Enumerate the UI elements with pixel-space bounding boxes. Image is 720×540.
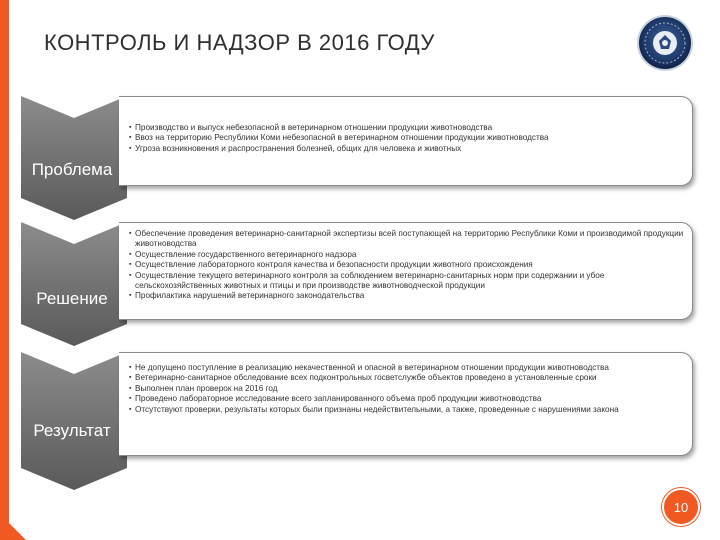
section-box-solution bbox=[119, 222, 693, 320]
list-item: ▪ Отсутствуют проверки, результаты которых были признаны недействительными, а также, проведенные с нарушениями закона bbox=[129, 405, 686, 415]
list-item: ▪ Ветеринарно-санитарное обследование всех подконтрольных госветслужбе объектов проведено в установленные сроки bbox=[129, 373, 686, 383]
section-label-problem: Проблема bbox=[31, 160, 113, 179]
list-item: ▪ Выполнен план проверок на 2016 год bbox=[129, 384, 686, 394]
chevron-solution bbox=[21, 222, 127, 346]
list-item: ▪ Профилактика нарушений ветеринарного законодательства bbox=[129, 291, 686, 301]
section-label-result: Результат bbox=[33, 421, 111, 440]
slide-title: КОНТРОЛЬ И НАДЗОР В 2016 ГОДУ bbox=[44, 30, 435, 55]
emblem-seal bbox=[636, 14, 694, 72]
list-item: ▪ Осуществление лабораторного контроля качества и безопасности продукции животного происхождения bbox=[129, 260, 686, 270]
list-item: ▪ Не допущено поступление в реализацию некачественной и опасной в ветеринарном отношении продукции животноводства bbox=[129, 363, 686, 373]
list-item: ▪ Производство и выпуск небезопасной в ветеринарном отношении продукции животноводства bbox=[129, 123, 686, 133]
list-item: ▪ Ввоз на территорию Республики Коми небезопасной в ветеринарном отношении продукции животноводства bbox=[129, 133, 686, 143]
page-number-badge: 10 bbox=[662, 488, 700, 526]
list-item: ▪ Проведено лабораторное исследование всего запланированного объема проб продукции животноводства bbox=[129, 394, 686, 404]
list-item: ▪ Осуществление государственного ветеринарного надзора bbox=[129, 250, 686, 260]
list-item: ▪ Осуществление текущего ветеринарного контроля за соблюдением ветеринарно-санитарных норм при содержании и убое сельскохозяйственных животных и птицы и при производстве животноводческой продукции bbox=[129, 271, 686, 292]
section-box-result bbox=[119, 352, 693, 456]
corner-fold bbox=[0, 514, 26, 540]
accent-stripe bbox=[0, 0, 9, 540]
section-label-solution: Решение bbox=[36, 289, 108, 308]
chevron-problem bbox=[21, 96, 127, 220]
section-box-problem bbox=[119, 96, 693, 186]
list-item: ▪ Обеспечение проведения ветеринарно-санитарной экспертизы всей поступающей на территорию Республики Коми и производимой продукции животноводства bbox=[129, 229, 686, 250]
list-item: ▪ Угроза возникновения и распространения болезней, общих для человека и животных bbox=[129, 144, 686, 154]
